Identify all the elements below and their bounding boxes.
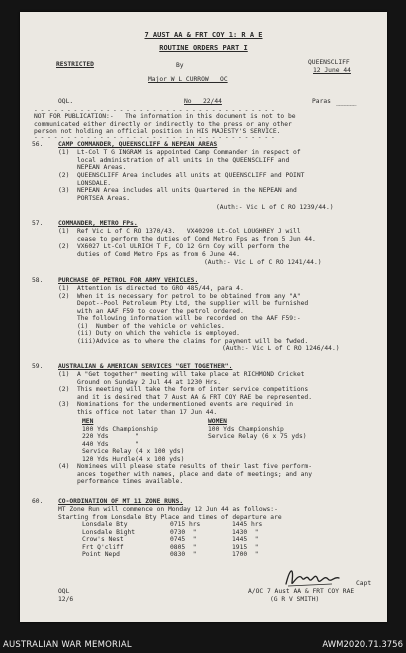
section-58-line: The following information will be recorded on the AAF F59:- <box>58 315 301 322</box>
archive-accession: AWM2020.71.3756 <box>322 640 403 650</box>
schedule-return: 1915 " <box>232 543 259 551</box>
document-page <box>20 12 387 622</box>
schedule-depart: 0715 hrs <box>170 521 201 528</box>
publication-line-1: NOT FOR PUBLICATION:- The information in this document is not to be <box>34 113 296 120</box>
schedule-depart: 0745 " <box>170 536 197 543</box>
section-59-line: Ground on Sunday 2 Jul 44 at 1230 Hrs. <box>58 378 222 386</box>
section-58-number: 58. <box>32 277 44 284</box>
section-56-line: (2) QUEENSCLIFF Area includes all units at QUEENSCLIFF and POINT <box>58 172 305 179</box>
ref-code: OQL. <box>58 98 74 105</box>
section-57-line: (2) VX6027 Lt-Col ULRICH T F, CO 12 Grn Coy will perform the <box>58 243 290 250</box>
schedule-place: Lonsdale Bty <box>82 521 128 528</box>
location: QUEENSCLIFF <box>308 59 350 66</box>
section-59-heading: AUSTRALIAN & AMERICAN SERVICES "GET TOGETHER". <box>58 363 233 370</box>
paras-underline: _______ <box>336 99 356 106</box>
section-59-line: (3) Nominations for the undermentioned events are required in <box>58 401 294 408</box>
men-event: 100 Yds Championship <box>82 425 158 433</box>
section-56-line: PORTSEA Areas. <box>58 194 131 202</box>
unit-heading: 7 AUST AA & FRT COY 1: R A E <box>144 31 263 39</box>
section-59-line: this office not later than 17 Jun 44. <box>58 408 218 416</box>
schedule-depart: 0730 " <box>170 528 197 536</box>
section-59-line: (2) This meeting will take the form of inter service competitions <box>58 386 309 393</box>
section-58-line: (i) Number of the vehicle or vehicles. <box>58 322 225 330</box>
paras-label: Paras <box>312 98 331 105</box>
section-57-line: (1) Ref Vic L of C RO 1370/43. VX40290 Lt-Col LOUGHREY J will <box>58 228 301 235</box>
publication-line-3: person not holding an official position in HIS MAJESTY'S SERVICE. <box>34 128 281 135</box>
women-label: WOMEN <box>208 418 227 425</box>
separator-line-2: - - - - - - - - - - - - - - - - - - - - - - - - - - - - - - - - - - - - - <box>34 134 275 141</box>
section-57-number: 57. <box>32 220 44 227</box>
footer-date: 12/6 <box>58 596 74 603</box>
footer-ref: OQL <box>58 588 70 595</box>
section-56-authority: (Auth:- Vic L of C RO 1239/44.) <box>216 204 334 211</box>
schedule-return: 1445 hrs <box>232 521 263 528</box>
section-56-line: (1) Lt-Col T G INGRAM is appointed Camp Commander in respect of <box>58 149 301 156</box>
section-60-line: MT Zone Run will commence on Monday 12 Jun 44 as follows:- <box>58 506 278 513</box>
archive-credit: AUSTRALIAN WAR MEMORIAL <box>3 640 132 650</box>
section-57-line: duties of Comd Metro Fps as from 6 June 44. <box>58 250 240 258</box>
section-58-line: with an AAF F59 to cover the petrol ordered. <box>58 307 244 315</box>
order-number: No 22/44 <box>184 98 222 105</box>
handwritten-signature <box>282 564 342 590</box>
schedule-place: Crow's Nest <box>82 536 124 543</box>
signatory-unit: A/OC 7 Aust AA & FRT COY RAE <box>248 588 355 595</box>
schedule-place: Lonsdale Bight <box>82 528 136 536</box>
section-60-heading: CO-ORDINATION OF MT 11 ZONE RUNS. <box>58 498 184 505</box>
section-58-line: (1) Attention is directed to GRO 485/44, para 4. <box>58 285 244 292</box>
section-57-heading: COMMANDER, METRO FPs. <box>58 220 138 227</box>
men-event: Service Relay (4 x 100 yds) <box>82 448 185 455</box>
schedule-return: 1430 " <box>232 528 259 536</box>
section-59-closing: (4) Nominees will please state results of their last five perform- <box>58 463 313 470</box>
section-56-line: LONSDALE. <box>58 179 112 187</box>
women-event: 100 Yds Championship <box>208 425 284 433</box>
schedule-return: 1700 " <box>232 551 259 558</box>
men-event: 120 Yds Hurdle(4 x 100 yds) <box>82 455 185 463</box>
restricted-label: RESTRICTED <box>56 61 94 68</box>
section-57-line: cease to perform the duties of Comd Metro Fps as from 5 Jun 44. <box>58 235 316 243</box>
section-60-line: Starting from Lonsdale Bty Place and times of departure are <box>58 513 282 521</box>
section-57-authority: (Auth:- Vic L of C RO 1241/44.) <box>204 259 322 266</box>
section-58-heading: PURCHASE OF PETROL FOR ARMY VEHICLES. <box>58 277 199 284</box>
section-58-line: (2) When it is necessary for petrol to be obtained from any "A" <box>58 292 301 300</box>
section-59-number: 59. <box>32 363 44 370</box>
men-label: MEN <box>82 418 94 425</box>
men-event: 220 Yds " <box>82 433 139 440</box>
separator-line: - - - - - - - - - - - - - - - - - - - - - - - - - - - - - - - - - - - - - <box>34 107 275 114</box>
section-59-line: (1) A "Get together" meeting will take place at RICHMOND Cricket <box>58 371 305 378</box>
section-58-authority: (Auth:- Vic L of C RO 1246/44.) <box>222 345 340 352</box>
schedule-depart: 0830 " <box>170 551 197 558</box>
by-label: By <box>176 62 184 69</box>
author-line: Major W L CURROW OC <box>148 76 228 83</box>
schedule-depart: 0805 " <box>170 543 197 551</box>
issue-date: 12 June 44 <box>313 67 351 74</box>
section-60-number: 60. <box>32 498 44 505</box>
section-58-line: (ii) Duty on which the vehicle is employed. <box>58 330 240 337</box>
publication-line-2: communicated either directly or indirectly to the press or any other <box>34 120 292 128</box>
document-title: ROUTINE ORDERS PART I <box>159 44 248 52</box>
section-59-closing: ances together with names, place and date of meetings; and any <box>58 470 313 478</box>
signatory-name: (G R V SMITH) <box>270 596 320 603</box>
schedule-return: 1445 " <box>232 536 259 543</box>
section-56-number: 56. <box>32 141 44 148</box>
section-59-line: and it is desired that 7 Aust AA & FRT COY RAE be represented. <box>58 393 313 401</box>
section-56-line: (3) NEPEAN Area includes all units Quartered in the NEPEAN and <box>58 187 297 194</box>
women-event: Service Relay (6 x 75 yds) <box>208 433 307 440</box>
schedule-place: Point Nepd <box>82 551 120 558</box>
section-56-line: local administration of all units in the QUEENSCLIFF and <box>58 156 290 164</box>
men-event: 440 Yds " <box>82 440 139 448</box>
schedule-place: Frt Q'cliff <box>82 543 124 551</box>
signatory-rank: Capt <box>356 580 372 587</box>
section-56-heading: CAMP COMMANDER, QUEENSCLIFF & NEPEAN AREAS <box>58 141 218 148</box>
section-58-line: Depot--Pool Petroleum Pty Ltd, the supplier will be furnished <box>58 300 309 307</box>
section-58-line: (iii)Advice as to where the claims for payment will be fwded. <box>58 337 309 345</box>
section-59-closing: performance times available. <box>58 478 184 485</box>
section-56-line: NEPEAN Areas. <box>58 164 127 171</box>
